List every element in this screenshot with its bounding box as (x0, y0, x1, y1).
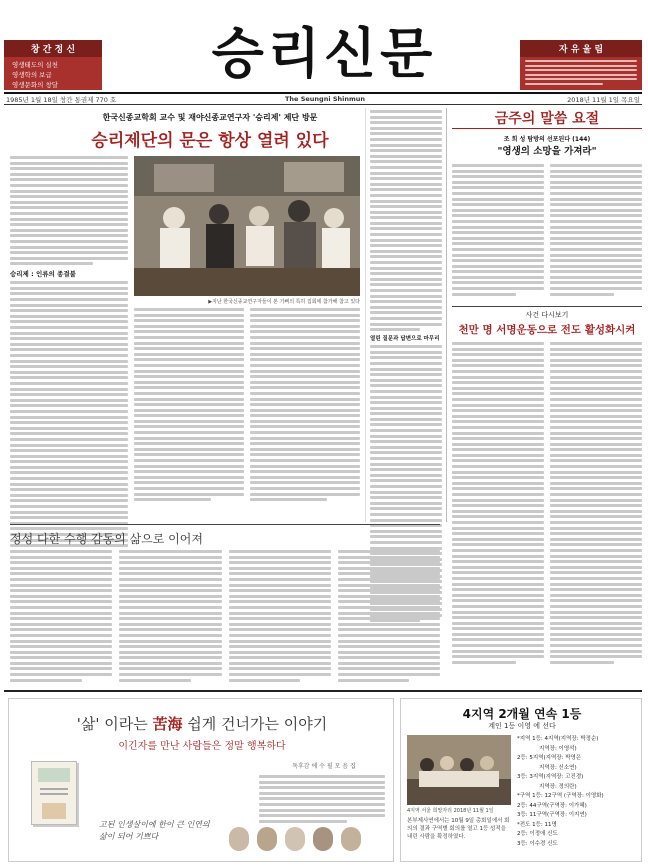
list-item: 2등: 이정애 신도 (517, 831, 558, 837)
lead-photo-caption: ▶지난 한국신종교연구자들이 본 기뻐의 특히 집회에 참가해 참고 있다 (208, 299, 360, 305)
issue-number: 770 호 (95, 96, 117, 104)
list-item: 3등: 3지역(지역장: 고진경) (517, 774, 584, 780)
event-ad (400, 698, 642, 862)
divider-right-column (446, 108, 447, 522)
avatar (313, 827, 333, 851)
lead-photo-image (134, 156, 360, 296)
dateline-right: 2018년 11월 1일 목요일 (567, 96, 640, 104)
column-body (452, 164, 642, 298)
list-item: 2등: 44구역(구역장: 이가혜) (517, 802, 587, 809)
essay-top-rule (10, 524, 440, 525)
free-echo-box (520, 40, 642, 90)
book-ad-author: 독후감 에 수 필 모 음 집 (292, 763, 356, 770)
event-photo-image (407, 735, 511, 805)
list-item: 3등: 이수경 신도 (517, 840, 558, 847)
book-ad-portraits (229, 827, 389, 851)
column-section-rule (452, 128, 642, 129)
list-item: 지역장: 이영석) (539, 745, 577, 752)
divider-lead-column (365, 108, 366, 522)
list-item: *구역 1등: 12구역 (구역장: 이영화) (517, 793, 604, 799)
book-ad-blurb (259, 775, 385, 825)
lead-kicker: 한국신종교학회 교수 및 재야신종교연구자 '승리제' 제단 방문 (102, 113, 318, 122)
report-kicker: 사건 다시보기 (525, 311, 569, 319)
lead-headline: 승리제단의 문은 항상 열려 있다 (91, 131, 329, 151)
founding-spirit-box (4, 40, 102, 90)
free-echo-heading: 자 유 울 림 (520, 40, 642, 57)
dateline-center: The Seungni Shinmun (284, 95, 366, 103)
avatar (285, 827, 305, 851)
list-item: 2등: 5지역(지역장: 박영은 (517, 755, 582, 761)
book-ad (8, 698, 394, 862)
column-title: "영생의 소망을 가져라" (497, 146, 597, 157)
event-ad-body: 본부제사연에서는 10월 9일 총회일에서 회의의 결과 구역별 회의를 열고 1등 성적을 내린 사람을 확정하였다. (407, 818, 510, 840)
report-top-rule (452, 306, 642, 307)
lead-body-left (10, 156, 128, 555)
essay-body (10, 550, 440, 684)
column-reference: 조 희 성 탐방의 선포된다 (144) (503, 136, 591, 143)
spirit-item-3: 영생문화의 창달 (12, 81, 59, 89)
event-ad-subtitle: 계인 1등 이영 에 선다 (488, 722, 556, 730)
column-section-title: 금주의 말씀 요절 (494, 111, 600, 127)
book-ad-title-hanja: 苦海 (152, 715, 183, 733)
dateline-left: 1985년 1월 18일 창간 통권제 770 호 (6, 96, 117, 104)
avatar (229, 827, 249, 851)
list-item: *지역 1등: 4지역(지역장: 박정순) (517, 736, 599, 742)
masthead-title: 승리신문 (211, 22, 437, 85)
book-ad-subtitle: 이긴자를 만난 사람들은 정말 행복하다 (118, 741, 286, 752)
list-item: 지역장: 정의란) (539, 783, 577, 790)
event-photo-caption: 4지역 서울 희망자리 2018년 11월 1일 (407, 808, 494, 814)
event-photo (407, 735, 511, 805)
lead-subhead-1: 승리제 : 인류의 종결불 (10, 270, 76, 279)
report-body (452, 342, 642, 666)
book-ad-handwriting: 고된 인생살이에 한이 큰 인연의 삶이 되어 기쁘다 (99, 820, 210, 841)
masthead-bottom-rule (4, 104, 642, 105)
ads-top-rule (4, 690, 642, 692)
rank-list (517, 735, 639, 849)
avatar (341, 827, 361, 851)
book-cover (31, 761, 77, 825)
avatar (257, 827, 277, 851)
list-item: 지역장: 신소연) (539, 764, 577, 771)
list-item: 3등: 11구역(구역장: 이지연) (517, 812, 587, 818)
list-item: *전도 1등: 11명 (517, 821, 557, 828)
spirit-item-1: 영생태도의 실천 (12, 61, 59, 69)
founding-spirit-heading: 창 간 정 신 (4, 40, 102, 57)
masthead-top-rule (4, 92, 642, 94)
event-ad-title: 4지역 2개월 연속 1등 (462, 707, 582, 721)
spirit-item-2: 영생학의 보급 (12, 71, 52, 79)
essay-title: 정성 다한 수행 감동의 삶으로 이어져 (10, 532, 203, 546)
lead-photo (134, 156, 360, 296)
lead-body-mid (134, 308, 360, 504)
book-ad-title: '삶' 이라는 苦海 쉽게 건너가는 이야기 (76, 715, 328, 733)
lead-body-right (370, 110, 442, 625)
report-headline: 천만 명 서명운동으로 전도 활성화시켜 (458, 324, 636, 336)
lead-subhead-2: 열린 질문과 답변으로 마무리 (370, 336, 440, 343)
